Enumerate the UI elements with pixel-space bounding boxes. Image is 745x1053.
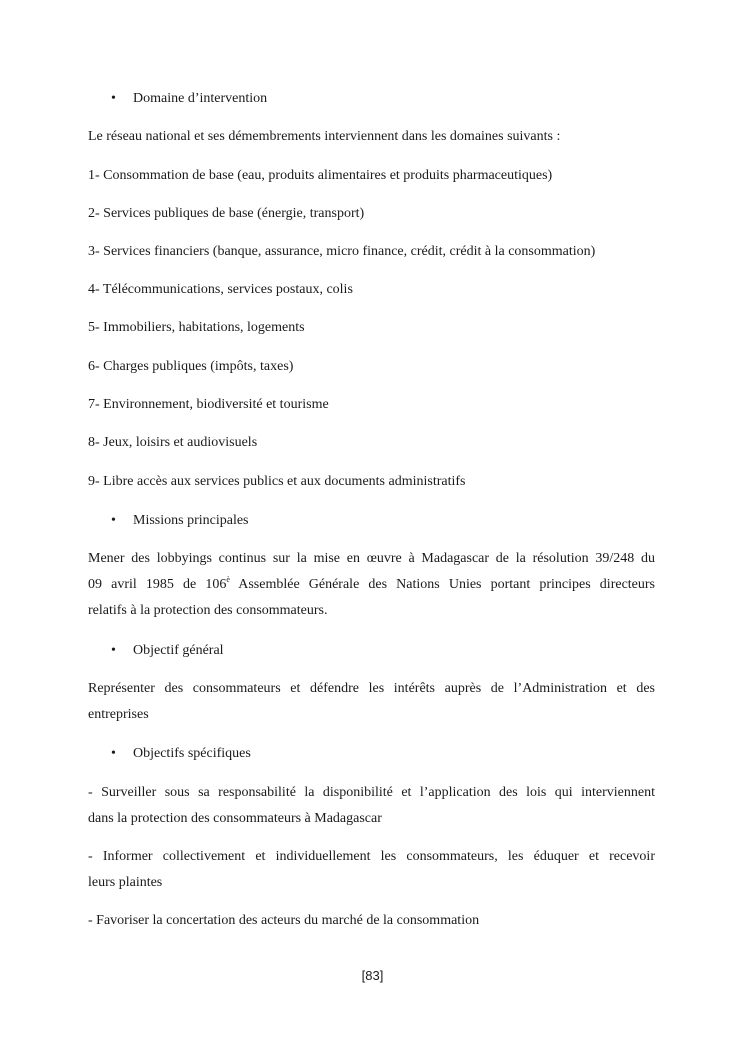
objectif-general-line-1: Représenter des consommateurs et défendre les intérêts auprès de l’Administration et des: [88, 681, 655, 696]
bullet-icon: •: [111, 643, 116, 658]
spec1-line-1: - Surveiller sous sa responsabilité la disponibilité et l’application des lois qui interviennent: [88, 785, 655, 800]
objectif-specifique-2: [88, 844, 655, 896]
missions-paragraph: [88, 546, 655, 624]
heading-text: Objectif général: [133, 643, 224, 658]
objectif-general-line-2: entreprises: [88, 707, 149, 722]
spec1-line-2: dans la protection des consommateurs à Madagascar: [88, 811, 382, 826]
domaine-item-1: 1- Consommation de base (eau, produits alimentaires et produits pharmaceutiques): [88, 168, 553, 183]
missions-line-1: Mener des lobbyings continus sur la mise en œuvre à Madagascar de la résolution 39/248 du: [88, 551, 655, 566]
domaine-item-4: 4- Télécommunications, services postaux, colis: [88, 282, 353, 297]
bullet-heading-domaine: [111, 90, 267, 108]
objectif-specifique-1: [88, 780, 655, 832]
domaine-item-7: 7- Environnement, biodiversité et tourisme: [88, 397, 329, 412]
spec2-line-1: - Informer collectivement et individuellement les consommateurs, les éduquer et recevoir: [88, 849, 655, 864]
objectif-specifique-3: - Favoriser la concertation des acteurs du marché de la consommation: [88, 913, 480, 928]
page-number: [83]: [361, 968, 384, 983]
spec2-line-2: leurs plaintes: [88, 875, 163, 890]
heading-text: Objectifs spécifiques: [133, 746, 251, 761]
domaine-item-2: 2- Services publiques de base (énergie, transport): [88, 206, 365, 221]
bullet-heading-missions: [111, 512, 249, 530]
bullet-icon: •: [111, 746, 116, 761]
domaine-item-9: 9- Libre accès aux services publics et aux documents administratifs: [88, 474, 466, 489]
bullet-heading-objectif-general: [111, 642, 224, 660]
domaine-item-6: 6- Charges publiques (impôts, taxes): [88, 359, 294, 374]
domaine-intro: Le réseau national et ses démembrements interviennent dans les domaines suivants :: [88, 129, 561, 144]
heading-text: Missions principales: [133, 513, 249, 528]
domaine-item-8: 8- Jeux, loisirs et audiovisuels: [88, 435, 258, 450]
domaine-item-5: 5- Immobiliers, habitations, logements: [88, 320, 305, 335]
bullet-heading-objectifs-specifiques: [111, 745, 251, 763]
domaine-item-3: 3- Services financiers (banque, assurance, micro finance, crédit, crédit à la consommation): [88, 244, 596, 259]
objectif-general-paragraph: [88, 676, 655, 728]
bullet-icon: •: [111, 91, 116, 106]
heading-text: Domaine d’intervention: [133, 91, 268, 106]
missions-line-3: relatifs à la protection des consommateurs.: [88, 603, 328, 618]
bullet-icon: •: [111, 513, 116, 528]
missions-line-2: 09 avril 1985 de $106^è$ Assemblée Générale des Nations Unies portant principes directeurs: [88, 575, 656, 592]
